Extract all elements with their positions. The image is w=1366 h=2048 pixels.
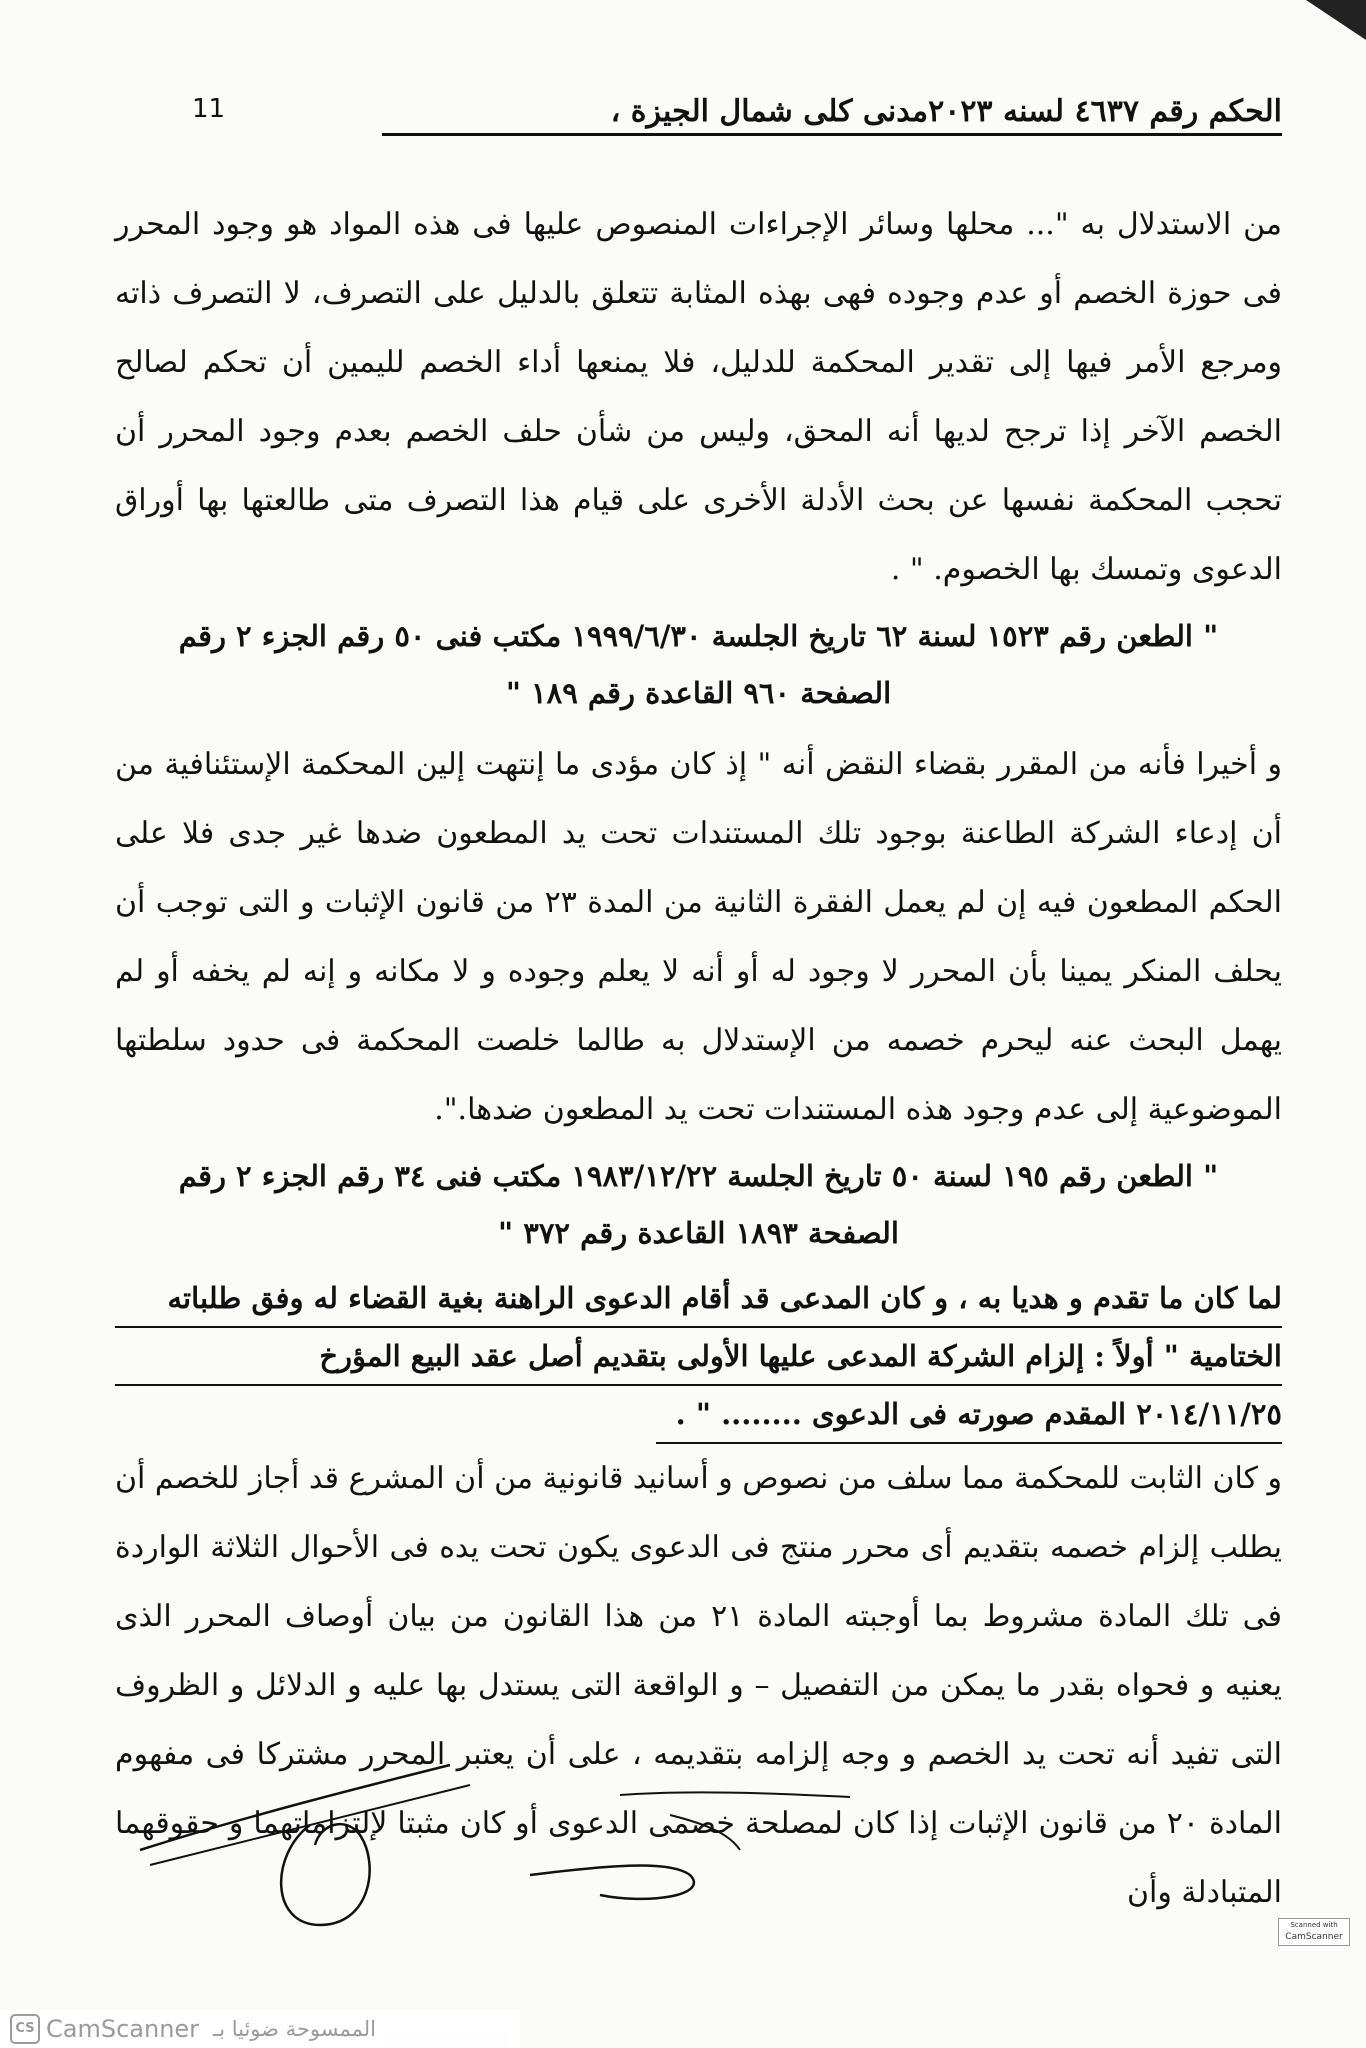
citation-2: [115, 1148, 1282, 1262]
camscanner-badge: [1278, 1918, 1350, 1946]
citation-1: [115, 608, 1282, 722]
request-line-3: ٢٠١٤/١١/٢٥ المقدم صورته فى الدعوى ........ " .: [656, 1386, 1282, 1444]
camscanner-footer: [0, 2010, 520, 2048]
camscanner-footer-arabic: الممسوحة ضوئيا بـ: [213, 2017, 376, 2041]
paragraph-quote: من الاستدلال به "... محلها وسائر الإجراءات المنصوص عليها فى هذه المواد هو وجود المحرر فى حوزة الخصم أو عدم وجوده فهى بهذه المثابة تتعلق بالدليل على التصرف، لا التصرف ذاته ومرجع الأمر فيها إلى تقدير المحكمة للدليل، فلا يمنعها أداء الخصم لليمين أن تحكم لصالح الخصم الآخر إذا ترجح لديها أنه المحق، وليس من شأن حلف الخصم بعدم وجود المحرر أن تحجب المحكمة نفسها عن بحث الأدلة الأخرى على قيام هذا التصرف متى طالعتها بها أوراق الدعوى وتمسك بها الخصوم. " .: [115, 207, 1282, 587]
citation-2-line-2: الصفحة ١٨٩٣ القاعدة رقم ٣٧٢ ": [498, 1216, 899, 1250]
citation-1-line-1: " الطعن رقم ١٥٢٣ لسنة ٦٢ تاريخ الجلسة ١٩٩٩/٦/٣٠ مكتب فنى ٥٠ رقم الجزء ٢ رقم: [178, 619, 1219, 653]
citation-2-line-1: " الطعن رقم ١٩٥ لسنة ٥٠ تاريخ الجلسة ١٩٨٣/١٢/٢٢ مكتب فنى ٣٤ رقم الجزء ٢ رقم: [178, 1159, 1219, 1193]
plaintiff-request: [115, 1270, 1282, 1444]
case-header: الحكم رقم ٤٦٣٧ لسنه ٢٠٢٣مدنى كلى شمال الجيزة ،: [382, 94, 1282, 136]
handwritten-signature: [130, 1755, 890, 1955]
request-line-1: لما كان ما تقدم و هديا به ، و كان المدعى قد أقام الدعوى الراهنة بغية القضاء له وفق طلباته: [115, 1270, 1282, 1328]
camscanner-badge-name: CamScanner: [1285, 1932, 1343, 1942]
camscanner-footer-name: CamScanner: [46, 2015, 200, 2043]
request-line-2: الختامية " أولاً : إلزام الشركة المدعى عليها الأولى بتقديم أصل عقد البيع المؤرخ: [115, 1328, 1282, 1386]
page-number: 11: [192, 94, 226, 124]
camscanner-logo-icon: CS: [10, 2014, 40, 2044]
citation-1-line-2: الصفحة ٩٦٠ القاعدة رقم ١٨٩ ": [505, 676, 892, 710]
paragraph-cassation: و أخيرا فأنه من المقرر بقضاء النقض أنه " إذ كان مؤدى ما إنتهت إلين المحكمة الإستئنافية من أن إدعاء الشركة الطاعنة بوجود تلك المستندات تحت يد المطعون ضدها غير جدى فلا على الحكم المطعون فيه إن لم يعمل الفقرة الثانية من المدة ٢٣ من قانون الإثبات و التى توجب أن يحلف المنكر يمينا بأن المحرر لا وجود له أو أنه لا يعلم وجوده و لا مكانه و إنه لم يخفه أو لم يهمل البحث عنه ليحرم خصمه من الإستدلال به طالما خلصت المحكمة فى حدود سلطتها الموضوعية إلى عدم وجود هذه المستندات تحت يد المطعون ضدها.".: [115, 747, 1282, 1127]
scan-edge-shadow: [1206, 0, 1366, 40]
document-body: [115, 190, 1282, 1927]
camscanner-badge-caption: Scanned with: [1290, 1921, 1338, 1929]
paragraph-findings: و كان الثابت للمحكمة مما سلف من نصوص و أسانيد قانونية من أن المشرع قد أجاز للخصم أن يطلب إلزام خصمه بتقديم أى محرر منتج فى الدعوى يكون تحت يده فى الأحوال الثلاثة الواردة فى تلك المادة مشروط بما أوجبته المادة ٢١ من هذا القانون من بيان أوصاف المحرر الذى يعنيه و فحواه بقدر ما يمكن من التفصيل – و الواقعة التى يستدل بها عليه و الدلائل و الظروف التى تفيد أنه تحت يد الخصم و وجه إلزامه بتقديمه ، على أن يعتبر المحرر مشتركا فى مفهوم المادة ٢٠ من قانون الإثبات إذا كان لمصلحة خصمى الدعوى أو كان مثبتا لإلتزاماتهما و حقوقهما المتبادلة وأن: [115, 1461, 1282, 1910]
